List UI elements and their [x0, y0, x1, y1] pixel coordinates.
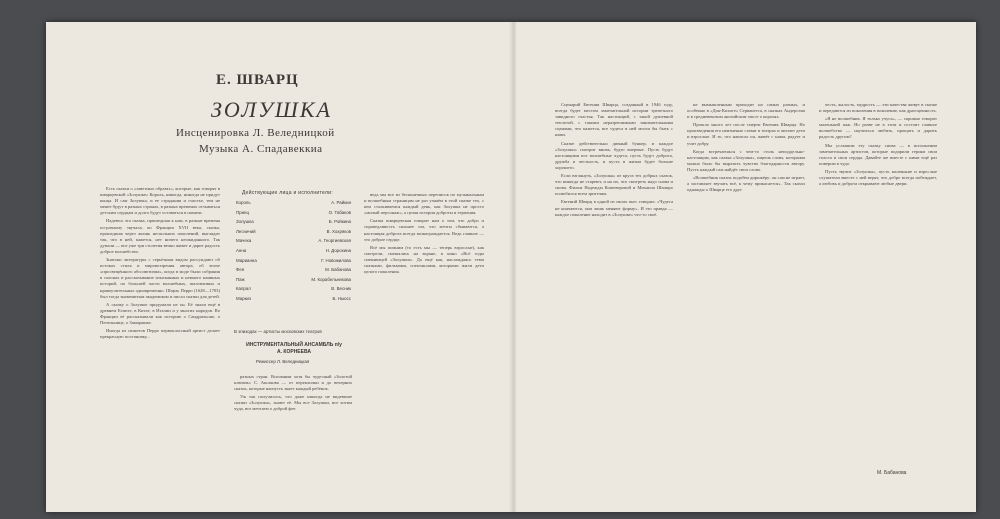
center-bottom-column [234, 374, 352, 415]
cast-actor: М. Корабельникова [311, 276, 351, 282]
signature: М. Бабанова [877, 470, 907, 476]
cast-actor: О. Табаков [328, 209, 351, 215]
cast-role: Марианна [236, 257, 257, 263]
paragraph: Мы услышим эту сказку снова — в исполнении замечательных артистов, которые подарили героям свои голоса и свои сердца. Давайте же вместе с ними ещё раз поверим в чудо. [819, 142, 937, 166]
paragraph: Уж так получилось, что даже никогда не видевшие сказки «Золушка», знают её. Мы все Золушки, все хотим чуда, все мечтаем о доброй фее. [234, 394, 352, 412]
author-name: Е. ШВАРЦ [216, 72, 299, 88]
cast-actor: А. Георгиевская [318, 238, 351, 244]
paragraph: «Волшебник сказок подобен дирижёру: он сам не играет, а заставляет звучать всё, к чему прикасается». Так сказал однажды о Шварце его друг. [687, 175, 805, 193]
cast-actor: Г. Новожилова [321, 257, 351, 263]
director-credit: Режиссер Л. Веледницкая [256, 359, 310, 364]
paragraph: Сказка шварцевская говорит нам о том, что добро и справедливость сильнее зла, что мечты сбываются, а настоящая доброта всегда вознаграждается. Ведь главное — это доброе сердце. [364, 218, 484, 242]
play-title: ЗОЛУШКА [211, 97, 332, 122]
cast-row [236, 238, 351, 248]
paragraph: Надеюсь эта сказка, пришедшая к нам, в разные времена по-разному звучала, во Франции XVII века, сказка, прошедшая через жизнь нескольких поколений, выглядит так, что в ней, кажется, нет ничего неожиданного. Так думали — вот уже три столетия вечно живет и дарит радость доброе волшебство. [100, 218, 220, 254]
paragraph: Если взглянуть, «Золушка» из круга тех добрых сказок, что никогда не стареют, и на их, что смотреть надо снова и снова. Фильм Надежды Кошеверовой и Михаила Шапиро полюбился всем зрителям. [555, 173, 673, 197]
cast-row [236, 248, 351, 258]
cast-role: Лесничий [236, 228, 256, 234]
cast-role: Золушка [236, 219, 254, 225]
cast-actor: Б. Ньюсс [332, 295, 351, 301]
cast-note: В эпизодах — артисты московских театров [234, 329, 322, 334]
right-column-3 [819, 102, 937, 189]
left-page [46, 22, 509, 512]
cast-actor: А. Райкин [331, 200, 351, 205]
paragraph: честь, жалость, мудрость — эти качества живут в сказке и передаются из поколения в поколение, как драгоценность. [819, 102, 937, 114]
cast-role: Мачеха [236, 238, 252, 244]
cast-row [236, 277, 351, 287]
paragraph: разных стран. Вспомним хотя бы чудесный «Золотой ключик» С. Аксакова — от переклички и до вечерних сказок, которые наизусть знает каждый ребёнок. [234, 374, 352, 392]
sleeve-fold [509, 22, 517, 512]
left-third-column [364, 192, 484, 277]
cast-actor: В. Весник [331, 286, 351, 292]
music-credit: Музыка А. Спадавеккиа [199, 143, 323, 155]
paragraph: Пусть звучит «Золушка», пусть маленькие и взрослые слушатели вместе с ней верят, что добро всегда побеждает, а любовь и доброта открывают любые двери. [819, 168, 937, 187]
cast-role: Анна [236, 247, 247, 253]
right-page [517, 22, 976, 512]
paragraph: Сказке действительно дивный бункер, и каждое «Золушки» смотрит вновь, будто впервые. Пусть будут настоящими все волшебные чудеса, пусть будут доброта, дружба и честность, и пусть в жизни будет больше хорошего. [555, 140, 673, 170]
cast-role: Паж [236, 276, 245, 282]
paragraph: Знатоки литературы с серьёзным видом рассуждают об истоках стиля и мировоззрения автора, об эпохе «просвещённого абсолютизма», когда в моде были собрания в салонах и рассказывание изысканных и немного наивных историй, по большей части волшебных, шаловливых и нравоучительных одновременно. Шарль Перро (1628—1703) был тогда знаменитым академиком и писал сказки для детей. [100, 257, 220, 299]
cast-row [236, 267, 351, 277]
cast-row [236, 258, 351, 268]
cast-row [236, 210, 351, 220]
paragraph: ведь мы все из бесконечных переписок по музыкальным и волшебным страницам не раз узнаём в этой сказке тех, с кем сталкиваемся каждый день, как Золушка не просто «милый персонаж», а целая история доброты и терпения. [364, 192, 484, 216]
cast-row [236, 286, 351, 296]
adaptation-credit: Инсценировка Л. Веледницкой [176, 127, 335, 139]
paragraph: Иногда из сюжетов Перро первоклассный артист делает прекрасную постановку... [100, 328, 220, 340]
record-sleeve [46, 22, 976, 512]
cast-heading: Действующие лица и исполнители: [242, 190, 333, 196]
cast-actor: М. Бабанова [325, 267, 351, 273]
cast-role: Принц [236, 209, 249, 215]
paragraph: не вымышленным приходит на самых разных, и особенно в «Дон-Кихоте» Сервантеса, в сказках Андерсена и в средневековом английском эпосе о королях. [687, 102, 805, 120]
paragraph: Прошло много лет после смерти Евгения Шварца. Но произведения его неизменно ставят в театрах и читают дети и взрослые. И то, что написал он, живёт с нами, радует и учит добру. [687, 122, 805, 146]
cast-row [236, 296, 351, 306]
cast-actor: Н. Дорохина [325, 247, 351, 253]
right-column-2 [687, 102, 805, 195]
paragraph: А сказку о Золушке придумали не он. Её знали ещё в древнем Египте, в Китае, в Италии и у многих народов. Во Франции её рассказывали как историю о Сандрильоне, о Пепельнице, о Замарашке. [100, 301, 220, 325]
paragraph: Евгений Шварц в одной из своих пьес говорил: «Чудеса не кончаются, они лишь меняют форму». И это правда — каждое поколение находит в «Золушке» что-то своё. [555, 199, 673, 217]
paragraph: «Я не волшебник. Я только учусь», — скромно говорит маленький паж. Но разве не в этом и состоит главное волшебство — научиться любить, прощать и дарить радость другим? [819, 116, 937, 140]
paragraph: Когда встречаешься с чем-то столь неподдельно-настоящим, как сказка «Золушка», ищешь слова, которыми можно было бы выразить чувство благодарности автору. Пусть каждый сам найдёт свои слова. [687, 148, 805, 172]
right-column-1 [555, 102, 673, 220]
cast-role: Король [236, 200, 251, 205]
cast-list [236, 200, 351, 306]
cast-row [236, 229, 351, 239]
cast-role: Маркиз [236, 295, 251, 301]
paragraph: Всё мы помним (то есть мы — теперь взрослые), как смотрели, смешались на экране, в кино «Всё годы сменяющей «Золушки». Да ещё как, наслаждаясь теми сказками, фильмами, спектаклями, которыми жили дети целого поколения. [364, 244, 484, 275]
cast-row [236, 200, 351, 210]
cast-row [236, 219, 351, 229]
cast-role: Капрал [236, 286, 251, 292]
cast-actor: Б. Ройкина [328, 219, 351, 225]
cast-role: Фея [236, 267, 245, 273]
cast-actor: В. Хохряков [326, 228, 351, 234]
paragraph: Есть сказки о «заветных образах», которые, как говорят в шварцевской «Золушке» Король, никогда, никогда не придут конца. И сам Золушка, и ее страдания и счастье, тем не менее будут в разных странах, в разных временах отзываться детским сердцам и долго будут оставаться в памяти. [100, 186, 220, 216]
paragraph: Сценарий Евгения Шварца, созданный в 1946 году, всегда будет местом замечательной истории трепетного завидного счастья. Так настоящий, с такой душевной теплотой, с такими неразрешимыми занимательными сценами, что кажется, все чудеса в ней могли бы быть с нами. [555, 102, 673, 138]
intro-text-column [100, 186, 220, 342]
ensemble-credit: ИНСТРУМЕНТАЛЬНЫЙ АНСАМБЛЬ п/у А. КОРНЕЕВА [246, 342, 342, 355]
